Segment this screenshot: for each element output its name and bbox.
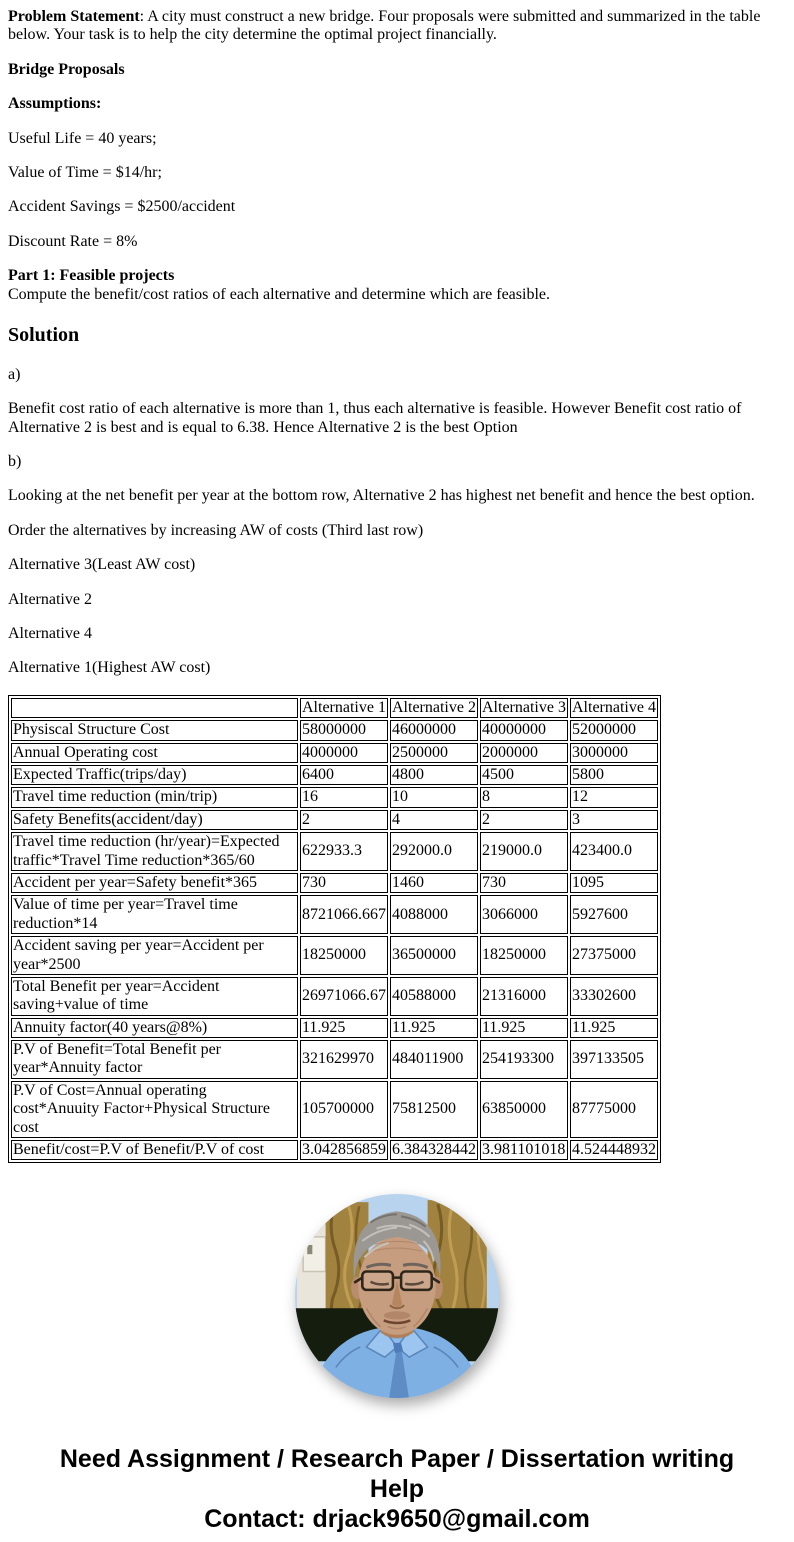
value-cell: 2500000 — [390, 743, 478, 763]
value-cell: 3066000 — [480, 895, 568, 934]
value-cell: 11.925 — [300, 1018, 388, 1038]
value-cell: 16 — [300, 787, 388, 807]
row-label-cell: Expected Traffic(trips/day) — [11, 765, 298, 785]
proposals-table — [8, 695, 661, 1164]
row-label-cell: Travel time reduction (min/trip) — [11, 787, 298, 807]
value-cell: 52000000 — [570, 720, 658, 740]
footer-help-text: Need Assignment / Research Paper / Dissertation writing Help — [59, 1445, 735, 1504]
presenter-photo-illustration — [295, 1194, 499, 1398]
value-cell: 254193300 — [480, 1040, 568, 1079]
value-cell: 730 — [480, 873, 568, 893]
answer-a-text: Benefit cost ratio of each alternative is more than 1, thus each alternative is feasible. However Benefit cost ratio of Alternative 2 is best and is equal to 6.38. Hence Alternative 2 is the best Option — [8, 400, 742, 436]
part1-text: Compute the benefit/cost ratios of each alternative and determine which are feasible. — [8, 285, 550, 303]
value-cell: 292000.0 — [390, 832, 478, 871]
value-cell: 2 — [300, 810, 388, 830]
value-cell: 2000000 — [480, 743, 568, 763]
value-cell: 3000000 — [570, 743, 658, 763]
value-cell: 6.384328442 — [390, 1140, 478, 1160]
value-cell: 40588000 — [390, 977, 478, 1016]
assumption-discount-rate: Discount Rate = 8% — [8, 232, 138, 250]
value-cell: 11.925 — [480, 1018, 568, 1038]
table-row — [11, 810, 658, 830]
table-row — [11, 787, 658, 807]
row-label-cell: Annual Operating cost — [11, 743, 298, 763]
value-cell: 11.925 — [390, 1018, 478, 1038]
ranking-item-3: Alternative 4 — [8, 625, 92, 643]
value-cell: 12 — [570, 787, 658, 807]
value-cell: 18250000 — [300, 936, 388, 975]
value-cell: 21316000 — [480, 977, 568, 1016]
value-cell: 4.524448932 — [570, 1140, 658, 1160]
value-cell: 27375000 — [570, 936, 658, 975]
value-cell: 423400.0 — [570, 832, 658, 871]
value-cell: 730 — [300, 873, 388, 893]
ranking-item-1: Alternative 3(Least AW cost) — [8, 556, 196, 574]
table-row — [11, 873, 658, 893]
value-cell: 5800 — [570, 765, 658, 785]
value-cell: 219000.0 — [480, 832, 568, 871]
bridge-proposals-heading: Bridge Proposals — [8, 60, 125, 78]
value-cell: 321629970 — [300, 1040, 388, 1079]
footer-ad — [8, 1444, 786, 1534]
value-cell: 5927600 — [570, 895, 658, 934]
value-cell: 3.042856859 — [300, 1140, 388, 1160]
proposals-table-body — [11, 698, 658, 1161]
value-cell: 4088000 — [390, 895, 478, 934]
table-row — [11, 743, 658, 763]
value-cell: 10 — [390, 787, 478, 807]
ranking-item-2: Alternative 2 — [8, 590, 92, 608]
part1-block — [8, 267, 786, 304]
value-cell: 397133505 — [570, 1040, 658, 1079]
row-label-cell: Travel time reduction (hr/year)=Expected traffic*Travel Time reduction*365/60 — [11, 832, 298, 871]
problem-statement — [8, 8, 786, 45]
value-cell: 4500 — [480, 765, 568, 785]
value-cell: 58000000 — [300, 720, 388, 740]
table-header-row — [11, 698, 658, 718]
presenter-photo — [295, 1194, 499, 1398]
value-cell: 3 — [570, 810, 658, 830]
value-cell: 8721066.667 — [300, 895, 388, 934]
value-cell: 63850000 — [480, 1081, 568, 1138]
problem-statement-text: : A city must construct a new bridge. Four proposals were submitted and summarized in the table below. Your task is to help the city determine the optimal project financially. — [8, 8, 761, 44]
value-cell: 1460 — [390, 873, 478, 893]
column-header-cell: Alternative 1 — [300, 698, 388, 718]
value-cell: 4 — [390, 810, 478, 830]
table-row — [11, 1140, 658, 1160]
table-row — [11, 895, 658, 934]
answer-a-label: a) — [8, 365, 21, 383]
table-row — [11, 720, 658, 740]
table-row — [11, 1040, 658, 1079]
value-cell: 4000000 — [300, 743, 388, 763]
value-cell: 1095 — [570, 873, 658, 893]
value-cell: 18250000 — [480, 936, 568, 975]
solution-heading: Solution — [8, 323, 80, 346]
ranking-item-4: Alternative 1(Highest AW cost) — [8, 659, 211, 677]
row-label-cell: Accident per year=Safety benefit*365 — [11, 873, 298, 893]
row-label-cell: P.V of Benefit=Total Benefit per year*Annuity factor — [11, 1040, 298, 1079]
assumption-value-of-time: Value of Time = $14/hr; — [8, 163, 162, 181]
footer-contact-email: Contact: drjack9650@gmail.com — [204, 1505, 590, 1534]
assumptions-heading: Assumptions: — [8, 95, 102, 113]
row-label-cell: Accident saving per year=Accident per year*2500 — [11, 936, 298, 975]
part1-heading: Part 1: Feasible projects — [8, 267, 175, 285]
table-row — [11, 1081, 658, 1138]
problem-statement-label: Problem Statement — [8, 8, 140, 25]
value-cell: 40000000 — [480, 720, 568, 740]
value-cell: 75812500 — [390, 1081, 478, 1138]
header-empty-cell — [11, 698, 298, 718]
table-row — [11, 765, 658, 785]
value-cell: 484011900 — [390, 1040, 478, 1079]
value-cell: 2 — [480, 810, 568, 830]
value-cell: 11.925 — [570, 1018, 658, 1038]
value-cell: 87775000 — [570, 1081, 658, 1138]
value-cell: 26971066.67 — [300, 977, 388, 1016]
value-cell: 3.981101018 — [480, 1140, 568, 1160]
column-header-cell: Alternative 4 — [570, 698, 658, 718]
value-cell: 8 — [480, 787, 568, 807]
document-page — [8, 8, 786, 1534]
value-cell: 46000000 — [390, 720, 478, 740]
row-label-cell: Physiscal Structure Cost — [11, 720, 298, 740]
table-row — [11, 832, 658, 871]
row-label-cell: Annuity factor(40 years@8%) — [11, 1018, 298, 1038]
value-cell: 33302600 — [570, 977, 658, 1016]
row-label-cell: Value of time per year=Travel time reduction*14 — [11, 895, 298, 934]
value-cell: 622933.3 — [300, 832, 388, 871]
row-label-cell: Safety Benefits(accident/day) — [11, 810, 298, 830]
order-instruction: Order the alternatives by increasing AW of costs (Third last row) — [8, 521, 424, 539]
row-label-cell: Benefit/cost=P.V of Benefit/P.V of cost — [11, 1140, 298, 1160]
row-label-cell: P.V of Cost=Annual operating cost*Anuuity Factor+Physical Structure cost — [11, 1081, 298, 1138]
column-header-cell: Alternative 2 — [390, 698, 478, 718]
column-header-cell: Alternative 3 — [480, 698, 568, 718]
assumption-useful-life: Useful Life = 40 years; — [8, 129, 157, 147]
answer-b-label: b) — [8, 453, 22, 471]
answer-b-text: Looking at the net benefit per year at the bottom row, Alternative 2 has highest net benefit and hence the best option. — [8, 487, 755, 505]
row-label-cell: Total Benefit per year=Accident saving+value of time — [11, 977, 298, 1016]
value-cell: 36500000 — [390, 936, 478, 975]
value-cell: 6400 — [300, 765, 388, 785]
table-row — [11, 1018, 658, 1038]
assumption-accident-savings: Accident Savings = $2500/accident — [8, 198, 236, 216]
value-cell: 4800 — [390, 765, 478, 785]
value-cell: 105700000 — [300, 1081, 388, 1138]
table-row — [11, 977, 658, 1016]
table-row — [11, 936, 658, 975]
